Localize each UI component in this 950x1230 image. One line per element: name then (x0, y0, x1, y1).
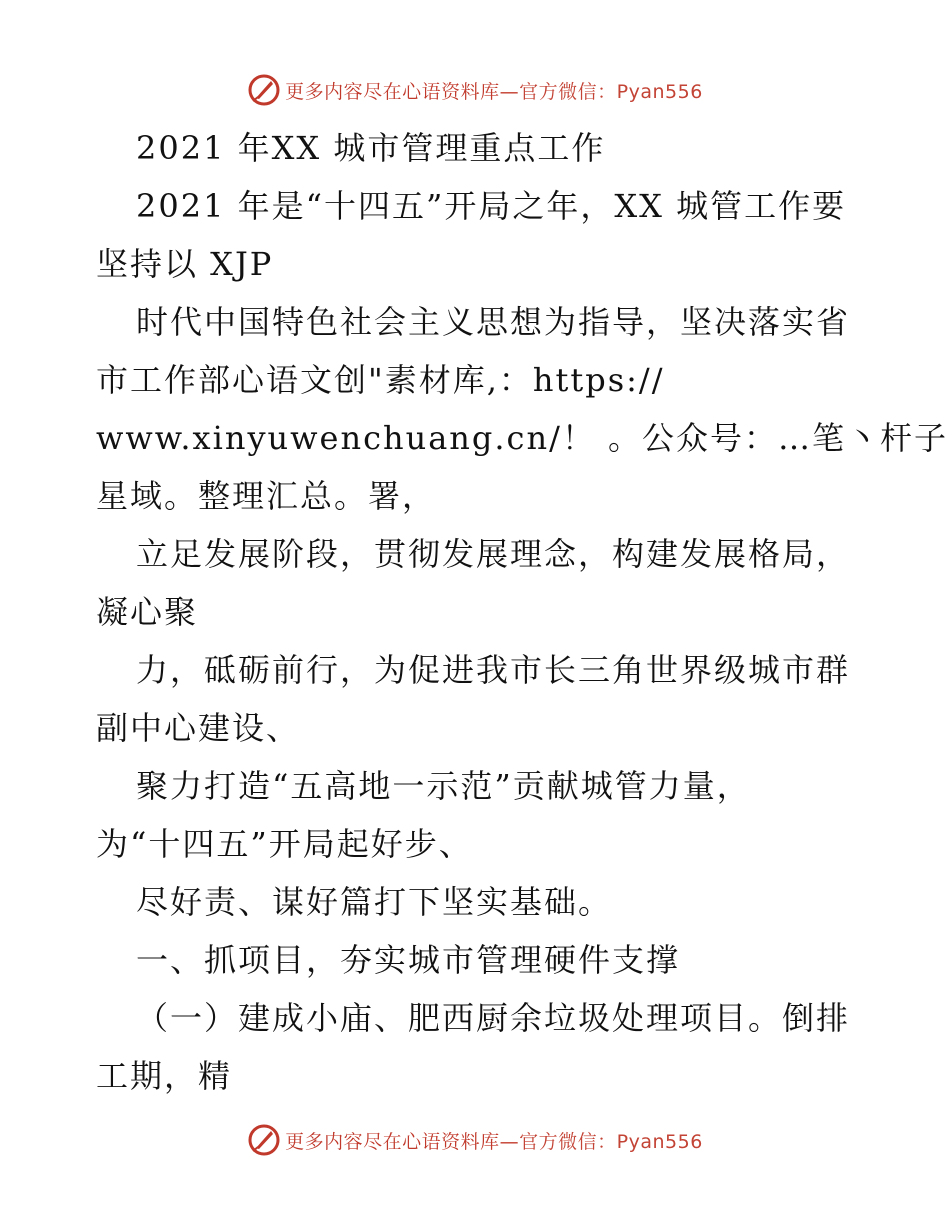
paragraph-line: 市工作部心语文创"素材库,：https:// (96, 361, 665, 399)
watermark-text: 更多内容尽在心语资料库—官方微信：Pyan556 (285, 1130, 703, 1153)
paragraph-line: 2021 年是“十四五”开局之年，XX 城管工作要 (136, 187, 847, 225)
paragraph-line: 尽好责、谋好篇打下坚实基础。 (136, 883, 613, 921)
document-title: 2021 年XX 城市管理重点工作 (136, 129, 606, 167)
feather-pen-icon (247, 73, 281, 107)
watermark-banner-top (0, 70, 950, 110)
paragraph-line: 工期，精 (96, 1057, 233, 1095)
paragraph-line: 立足发展阶段，贯彻发展理念，构建发展格局， (136, 535, 851, 573)
section-heading: 一、抓项目，夯实城市管理硬件支撑 (136, 941, 681, 979)
paragraph-line: 星域。整理汇总。署， (96, 477, 437, 515)
paragraph-line: 聚力打造“五高地一示范”贡献城管力量， (136, 767, 751, 805)
feather-pen-icon (247, 1123, 281, 1157)
paragraph-line: 坚持以 XJP (96, 245, 274, 283)
watermark-banner-bottom (0, 1120, 950, 1160)
paragraph-line: www.xinyuwenchuang.cn/！ 。公众号：…笔丶杆子 (96, 419, 949, 457)
watermark-text: 更多内容尽在心语资料库—官方微信：Pyan556 (285, 80, 703, 103)
paragraph-line: 为“十四五”开局起好步、 (96, 825, 473, 863)
subsection-heading: （一）建成小庙、肥西厨余垃圾处理项目。倒排 (136, 999, 851, 1037)
paragraph-line: 副中心建设、 (96, 709, 301, 747)
paragraph-line: 凝心聚 (96, 593, 199, 631)
paragraph-line: 力，砥砺前行，为促进我市长三角世界级城市群 (136, 651, 851, 689)
paragraph-line: 时代中国特色社会主义思想为指导，坚决落实省 (136, 303, 851, 341)
